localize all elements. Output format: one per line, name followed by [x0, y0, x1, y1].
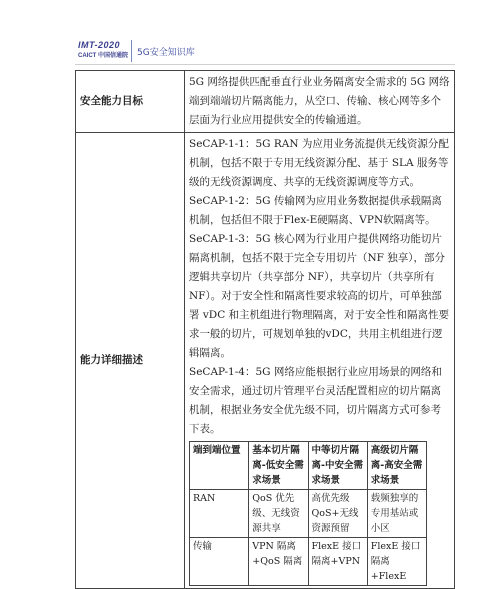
table-row: [76, 71, 455, 133]
goal-text: 5G 网络提供匹配垂直行业业务隔离安全需求的 5G 网络端到端端切片隔离能力，从空口、传输、核心网等多个层面为行业应用提供安全的传输通道。: [189, 76, 450, 126]
site-title: 5G安全知识库: [137, 48, 195, 58]
logo-caict: CAICT 中国信通院: [78, 53, 128, 59]
inner-header-cell: 高级切片隔离-高安全需求场景: [367, 442, 426, 490]
secap-1-4: SeCAP-1-4：5G 网络应能根据行业应用场景的网络和安全需求，通过切片管理平台灵活配置相应的切片隔离机制，根据业务安全优先级不同，切片隔离方式可参考下表。: [189, 366, 442, 435]
inner-cell: 高优先级QoS+无线资源预留: [308, 490, 367, 538]
row-label: 安全能力目标: [76, 71, 185, 133]
header-divider: [131, 40, 132, 62]
inner-cell: VPN 隔离+QoS 隔离: [249, 538, 308, 586]
inner-header-cell: 基本切片隔离-低安全需求场景: [249, 442, 308, 490]
caict-logo: [78, 40, 128, 62]
inner-row: [190, 538, 427, 586]
inner-cell: 传输: [190, 538, 249, 586]
inner-header-row: [190, 442, 427, 490]
row-content: [185, 71, 455, 133]
row-content: [185, 133, 455, 589]
inner-header-cell: 端到端位置: [190, 442, 249, 490]
secap-1-3: SeCAP-1-3：5G 核心网为行业用户提供网络功能切片隔离机制，包括不限于完全专用切片（NF 独享），部分逻辑共享切片（共享部分 NF），共享切片（共享所有 NF）。对于安全性和隔离性要求较高的切片，可单独部署 vDC 和主机组进行物理隔离，对于安全性和隔离性要求一般的切片，可规划单独的vDC，共用主机组进行逻辑隔离。: [189, 233, 450, 359]
inner-row: [190, 490, 427, 538]
isolation-table: [189, 441, 427, 586]
secap-1-1: SeCAP-1-1：5G RAN 为应用业务流提供无线资源分配机制，包括不限于专用无线资源分配、基于 SLA 服务等级的无线资源调度、共享的无线资源调度等方式。: [189, 138, 449, 188]
logo-imt2020: IMT-2020: [78, 40, 121, 50]
secap-1-2: SeCAP-1-2：5G 传输网为应用业务数据提供承载隔离机制，包括但不限于Flex-E硬隔离、VPN软隔离等。: [189, 195, 442, 226]
page-header: [0, 0, 500, 62]
inner-cell: FlexE 接口隔离+FlexE: [367, 538, 426, 586]
inner-cell: QoS 优先级、无线资源共享: [249, 490, 308, 538]
inner-cell: RAN: [190, 490, 249, 538]
capability-table: [75, 70, 455, 589]
inner-cell: FlexE 接口隔离+VPN: [308, 538, 367, 586]
inner-header-cell: 中等切片隔离-中安全需求场景: [308, 442, 367, 490]
row-label: 能力详细描述: [76, 133, 185, 589]
inner-cell: 载频独享的专用基站或小区: [367, 490, 426, 538]
header-rule: [75, 64, 455, 65]
table-row: [76, 133, 455, 589]
